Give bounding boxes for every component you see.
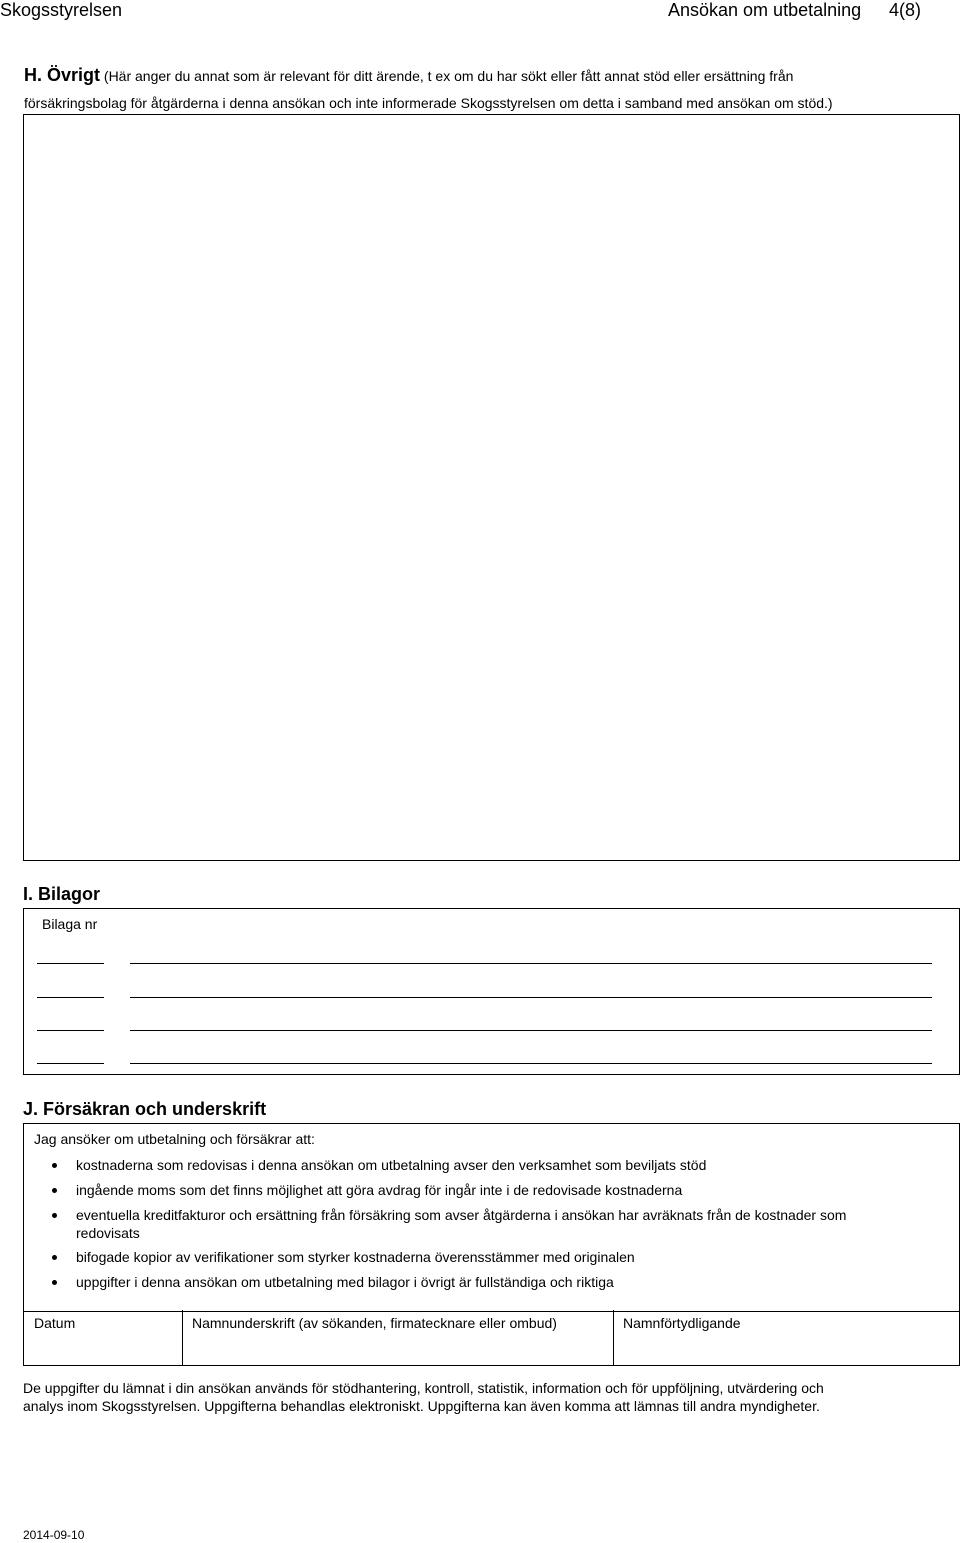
name-clarification-label: Namnförtydligande (623, 1315, 741, 1331)
attachment-number-field-4[interactable] (37, 1063, 104, 1064)
declaration-item-4: bifogade kopior av verifikationer som styrker kostnaderna överensstämmer med originalen (76, 1249, 635, 1265)
declaration-item-1: kostnaderna som redovisas i denna ansökan om utbetalning avser den verksamhet som beviljats stöd (76, 1157, 707, 1173)
declaration-box (23, 1123, 960, 1312)
header-org: Skogsstyrelsen (0, 0, 123, 20)
attachment-number-field-1[interactable] (37, 963, 104, 964)
bullet-icon (52, 1255, 57, 1260)
attachment-number-field-3[interactable] (37, 1030, 104, 1031)
attachment-desc-field-3[interactable] (130, 1030, 932, 1031)
section-h-title: H. Övrigt (24, 65, 101, 85)
date-field[interactable] (24, 1310, 183, 1365)
attachment-desc-field-1[interactable] (130, 963, 932, 964)
header-doc-title: Ansökan om utbetalning (668, 0, 862, 20)
declaration-item-5: uppgifter i denna ansökan om utbetalning med bilagor i övrigt är fullständiga och riktiga (76, 1274, 614, 1290)
name-clarification-field[interactable] (613, 1310, 959, 1365)
signature-row (23, 1310, 960, 1366)
declaration-lead: Jag ansöker om utbetalning och försäkrar att: (34, 1131, 315, 1147)
attachment-number-label: Bilaga nr (42, 916, 98, 932)
other-info-textarea[interactable] (23, 114, 960, 861)
declaration-item-3-cont: redovisats (76, 1225, 140, 1241)
privacy-notice-line2: analys inom Skogsstyrelsen. Uppgifterna behandlas elektroniskt. Uppgifterna kan även komma att lämnas till andra myndigheter. (23, 1398, 820, 1414)
section-j-title: J. Försäkran och underskrift (23, 1099, 267, 1119)
signature-label: Namnunderskrift (av sökanden, firmatecknare eller ombud) (192, 1315, 557, 1331)
section-h-intro-line2: försäkringsbolag för åtgärderna i denna ansökan och inte informerade Skogsstyrelsen om detta i samband med ansökan om stöd.) (24, 95, 833, 111)
attachment-desc-field-2[interactable] (130, 997, 932, 998)
bullet-icon (52, 1188, 57, 1193)
date-label: Datum (34, 1315, 76, 1331)
bullet-icon (52, 1163, 57, 1168)
attachments-box (23, 908, 960, 1075)
footer-date: 2014-09-10 (23, 1528, 85, 1542)
section-h-intro-line1: (Här anger du annat som är relevant för ditt ärende, t ex om du har sökt eller fått annat stöd eller ersättning från (103, 68, 794, 84)
bullet-icon (52, 1213, 57, 1218)
signature-field[interactable] (182, 1310, 614, 1365)
attachment-number-field-2[interactable] (37, 997, 104, 998)
declaration-item-3: eventuella kreditfakturor och ersättning från försäkring som avser åtgärderna i ansökan har avräknats från de kostnader som (76, 1207, 847, 1223)
declaration-item-2: ingående moms som det finns möjlighet att göra avdrag för ingår inte i de redovisade kostnaderna (76, 1182, 683, 1198)
header-page-number: 4(8) (889, 0, 922, 20)
bullet-icon (52, 1280, 57, 1285)
attachment-desc-field-4[interactable] (130, 1063, 932, 1064)
section-i-title: I. Bilagor (23, 884, 101, 904)
section-h-heading (24, 66, 944, 86)
privacy-notice-line1: De uppgifter du lämnat i din ansökan används för stödhantering, kontroll, statistik, information och för uppföljning, utvärdering och (23, 1380, 824, 1396)
